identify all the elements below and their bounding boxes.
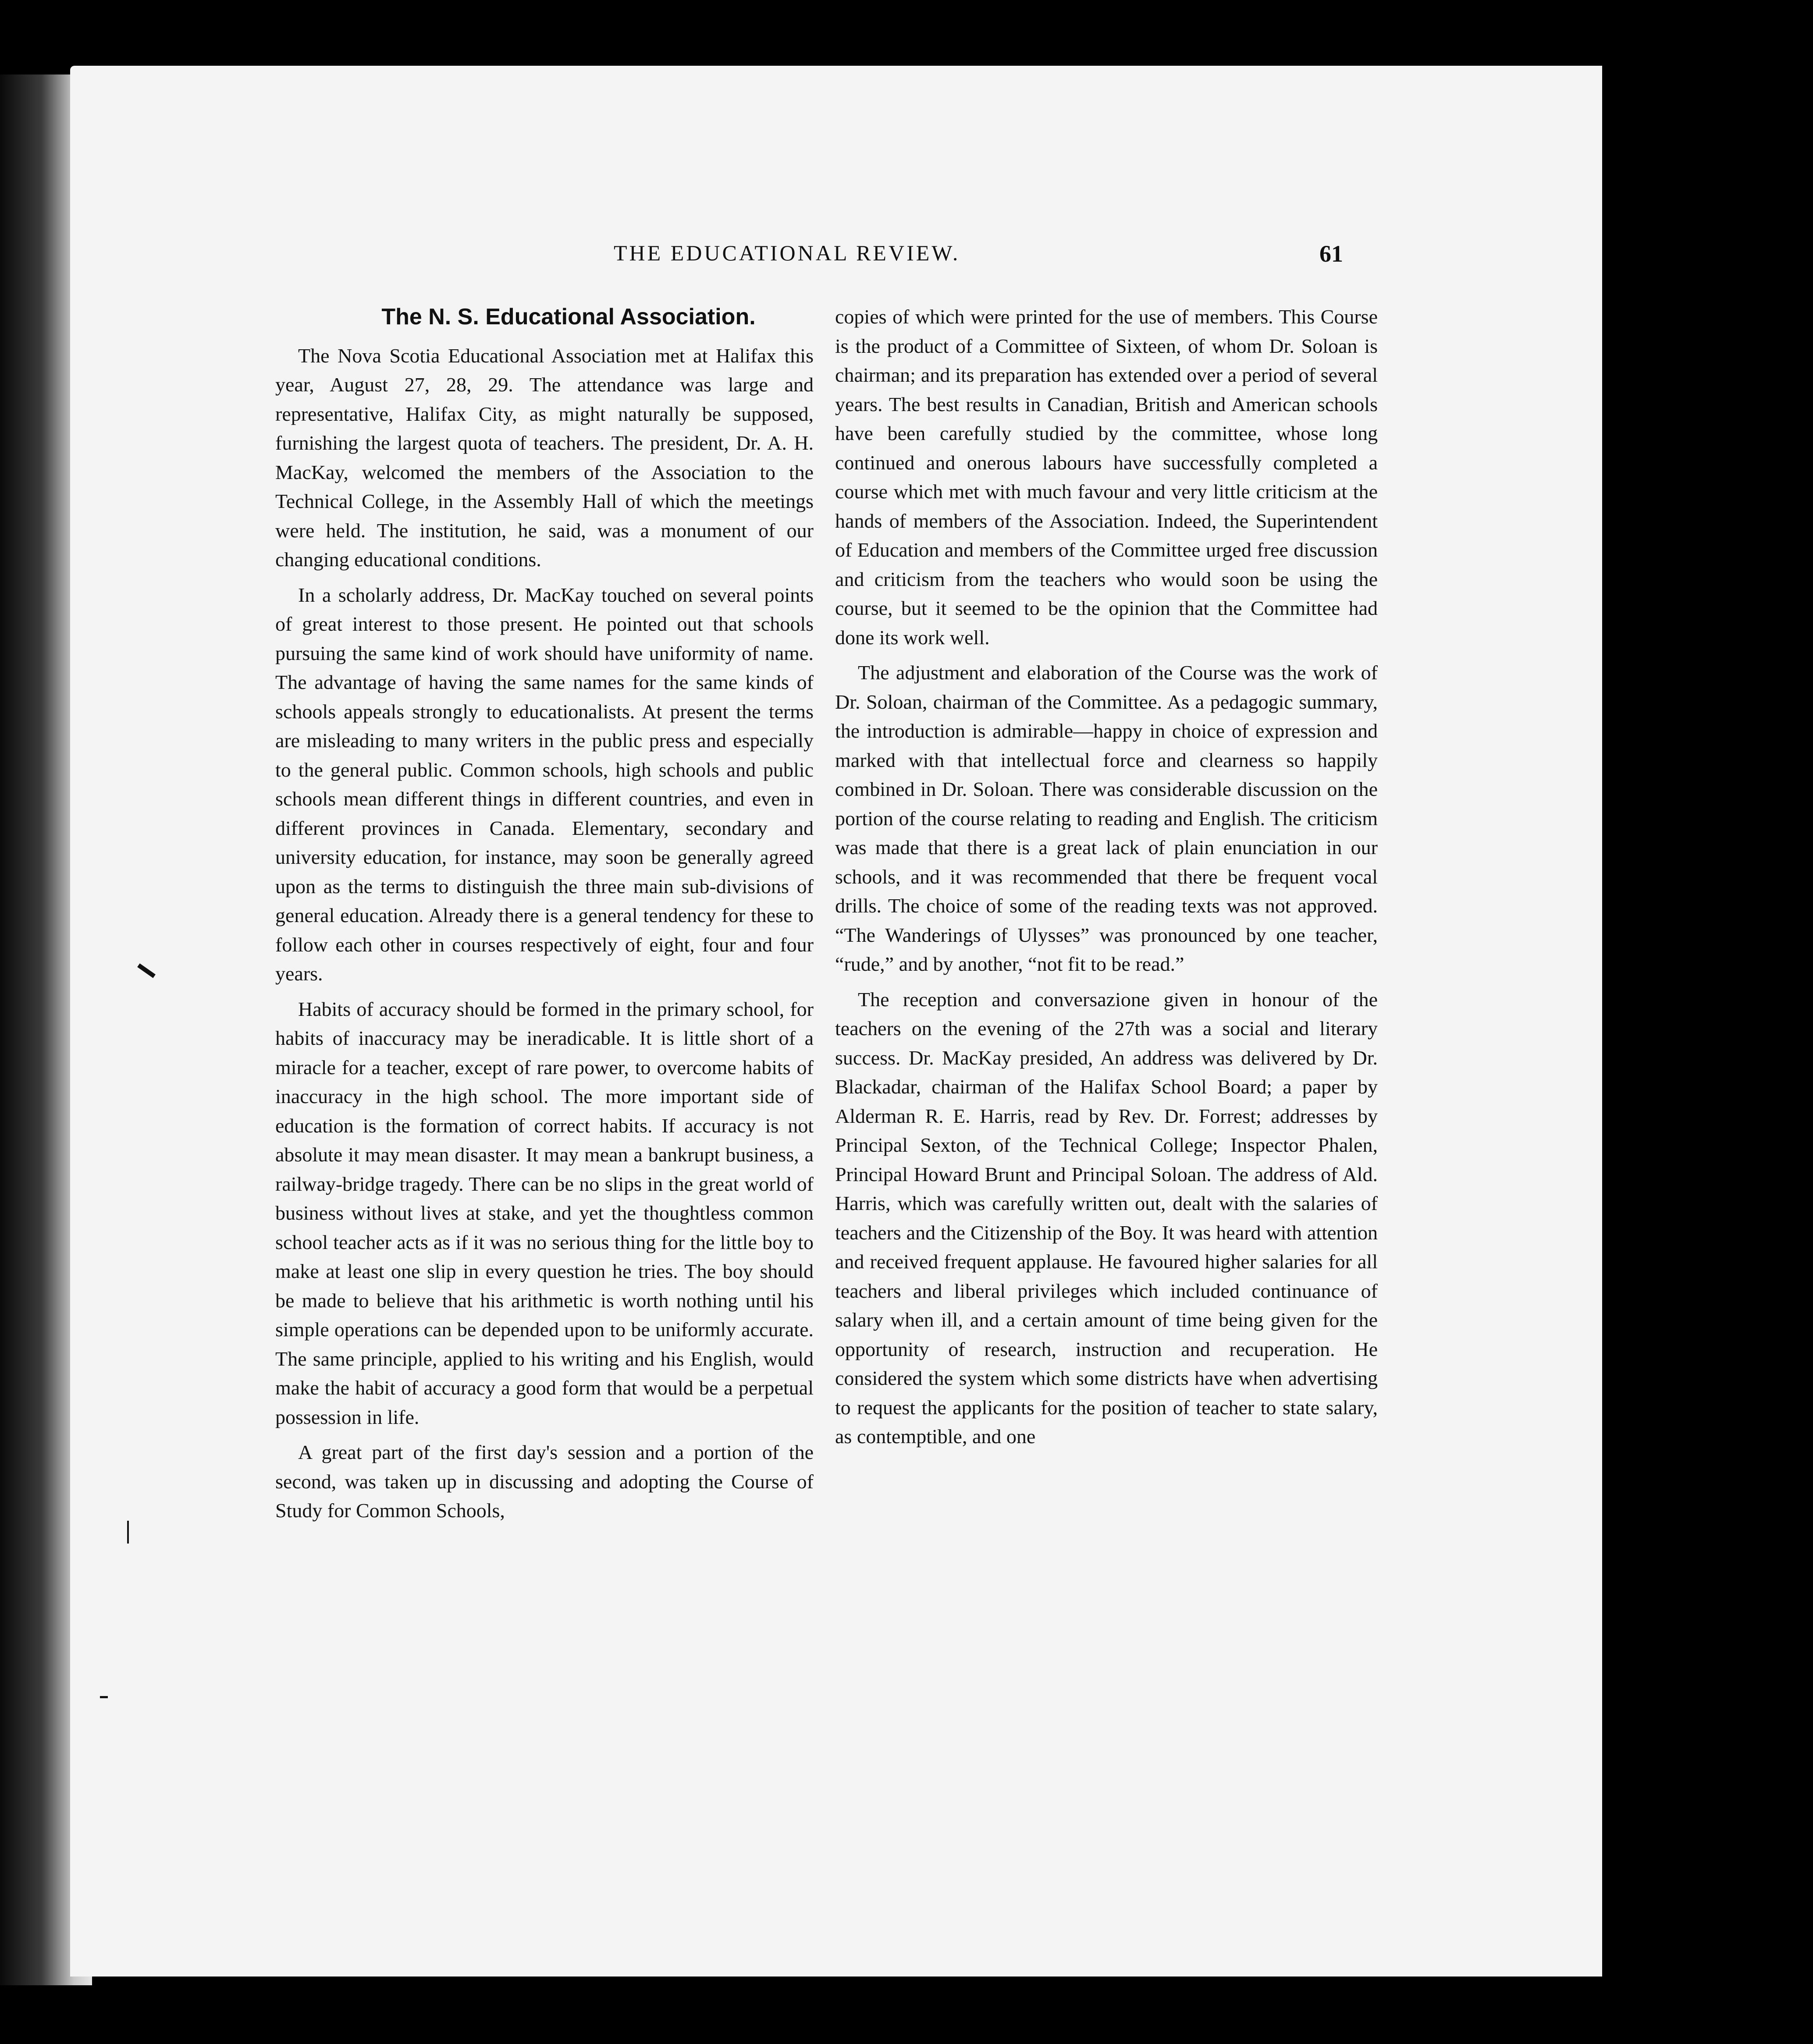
left-column [275, 302, 814, 1532]
paragraph: Habits of accuracy should be formed in the primary school, for habits of inaccuracy may be ineradicable. It is little short of a miracle for a teacher, except of rare power, to overcome habits of inaccuracy in the high school. The more important side of education is the formation of correct habits. If accuracy is not absolute it may mean disaster. It may mean a bankrupt business, a railway-bridge tragedy. There can be no slips in the great world of business without lives at stake, and yet the thoughtless common school teacher acts as if it was no serious thing for the little boy to make at least one slip in every question he tries. The boy should be made to believe that his arithmetic is worth nothing until his simple operations can be depended upon to be uniformly accurate. The same principle, applied to his writing and his English, would make the habit of accuracy a good form that would be a perpetual possession in life. [275, 997, 814, 1428]
running-header: THE EDUCATIONAL REVIEW. [614, 241, 960, 265]
paragraph: In a scholarly address, Dr. MacKay touched on several points of great interest to those present. He pointed out that schools pursuing the same kind of work should have uniformity of name. The advantage of having the same names for the same kinds of schools appeals strongly to educationalists. At present the terms are misleading to many writers in the public press and especially to the general public. Common schools, high schools and public schools mean different things in different countries, and even in different provinces in Canada. Elementary, secondary and university education, for instance, may soon be generally agreed upon as the terms to distinguish the three main sub-divisions of general education. Already there is a general tendency for these to follow each other in courses respectively of eight, four and four years. [275, 583, 814, 985]
paragraph: The reception and conversazione given in honour of the teachers on the evening of the 27th was a social and literary success. Dr. MacKay presided, An address was delivered by Dr. Blackadar, chairman of the Halifax School Board; a paper by Alderman R. E. Harris, read by Rev. Dr. Forrest; addresses by Principal Sexton, of the Technical College; Inspector Phalen, Principal Howard Brunt and Principal Soloan. The address of Ald. Harris, which was carefully written out, dealt with the salaries of teachers and the Citizenship of the Boy. It was heard with attention and received frequent applause. He favoured higher salaries for all teachers and liberal privileges which included continuance of salary when ill, and a certain amount of time being given for the opportunity of research, instruction and recuperation. He considered the system which some districts have when advertising to request the applicants for the position of teacher to state salary, as contemptible, and one [835, 988, 1378, 1448]
paragraph: The adjustment and elaboration of the Course was the work of Dr. Soloan, chairman of the Committee. As a pedagogic summary, the introduction is admirable—happy in choice of expression and marked with that intellectual force and clearness so happily combined in Dr. Soloan. There was considerable discussion on the portion of the course relating to reading and English. The criticism was made that there is a great lack of plain enunciation in our schools, and it was recommended that there be frequent vocal drills. The choice of some of the reading texts was not approved. “The Wanderings of Ulysses” was pronounced by one teacher, “rude,” and by another, “not fit to be read.” [835, 661, 1378, 975]
page-number: 61 [1319, 241, 1343, 267]
paragraph: A great part of the first day's session and a portion of the second, was taken up in discussing and adopting the Course of Study for Common Schools, [275, 1441, 814, 1522]
paragraph: copies of which were printed for the use of members. This Course is the product of a Committee of Sixteen, of whom Dr. Soloan is chairman; and its preparation has extended over a period of several years. The best results in Canadian, British and American schools have been carefully studied by the committee, whose long continued and onerous labours have successfully completed a course which met with much favour and very little criticism at the hands of members of the Association. Indeed, the Superintendent of Education and members of the Committee urged free discussion and criticism from the teachers who would soon be using the course, but it seemed to be the opinion that the Committee had done its work well. [835, 305, 1378, 649]
article-title: The N. S. Educational Association. [381, 304, 756, 330]
right-column [835, 302, 1378, 1458]
margin-mark [127, 1521, 129, 1544]
margin-mark [100, 1696, 108, 1698]
page-clip-shadow [1673, 1709, 1813, 1841]
paragraph: The Nova Scotia Educational Association met at Halifax this year, August 27, 28, 29. The attendance was large and representative, Halifax City, as might naturally be supposed, furnishing the largest quota of teachers. The president, Dr. A. H. MacKay, welcomed the members of the Association to the Technical College, in the Assembly Hall of which the meetings were held. The institution, he said, was a monument of our changing educational conditions. [275, 344, 814, 571]
